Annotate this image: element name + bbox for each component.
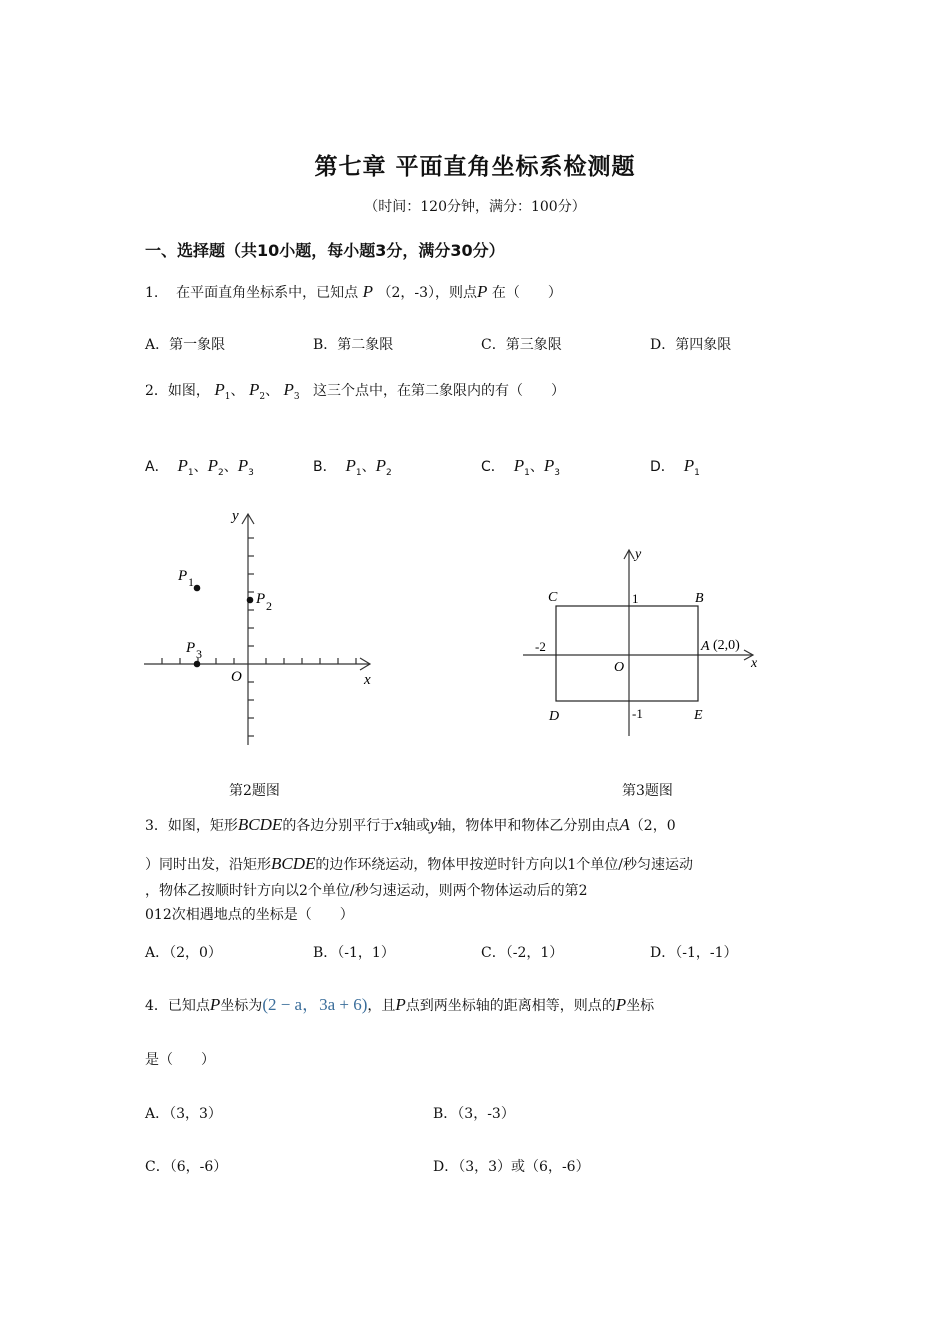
option-c[interactable]: C．（6，-6） xyxy=(145,1159,228,1175)
question-1: 1. 在平面直角坐标系中，已知点 P （2，-3），则点P 在（ ） xyxy=(145,282,562,301)
question-4: 4．已知点P坐标为(2 − a，3a + 6)，且P点到两坐标轴的距离相等，则点的P坐标 xyxy=(145,995,655,1014)
option-a[interactable]: A．（2，0） xyxy=(145,945,222,961)
option-b[interactable]: B．（3，-3） xyxy=(433,1106,515,1122)
exam-info: （时间：120分钟，满分：100分） xyxy=(364,199,586,215)
x-axis-label: x xyxy=(364,672,371,688)
origin-label: O xyxy=(614,660,625,675)
option-c[interactable]: C．第三象限 xyxy=(481,337,562,353)
rectangle-bcde xyxy=(556,606,698,701)
vertex-d: D xyxy=(549,709,560,724)
option-b[interactable]: B．第二象限 xyxy=(313,337,394,353)
question-3-line-4: 012次相遇地点的坐标是（ ） xyxy=(145,907,354,923)
y-axis-label: y xyxy=(232,508,239,524)
point-a-coordinates: (2,0) xyxy=(713,638,740,653)
p1-label: P xyxy=(178,568,188,584)
coordinate-expression: (2 − a，3a + 6) xyxy=(262,995,368,1014)
page-title: 第七章 平面直角坐标系检测题 xyxy=(314,154,636,180)
option-a[interactable]: A．第一象限 xyxy=(145,337,226,353)
point-p3 xyxy=(194,661,201,668)
question-4-line-2: 是（ ） xyxy=(145,1052,215,1068)
tick-neg-2: -2 xyxy=(535,639,546,654)
vertex-c: C xyxy=(548,590,558,605)
question-3-line-2: ）同时出发，沿矩形BCDE的边作环绕运动，物体甲按逆时针方向以1个单位/秒匀速运动 xyxy=(145,854,694,873)
p1-subscript: 1 xyxy=(188,575,194,589)
option-c[interactable]: C． $P_1$、$P_3$ xyxy=(481,456,560,478)
option-c[interactable]: C．（-2，1） xyxy=(481,945,564,961)
option-d[interactable]: D．（-1，-1） xyxy=(650,945,738,961)
option-b[interactable]: B．（-1，1） xyxy=(313,945,395,961)
vertex-b: B xyxy=(695,591,704,606)
figure-2-coordinate-plane xyxy=(140,500,400,755)
section-heading: 一、选择题（共10小题，每小题3分，满分30分） xyxy=(145,241,505,260)
point-p2 xyxy=(247,597,254,604)
point-p: P xyxy=(477,282,488,301)
p3-label: P xyxy=(186,640,196,656)
figure-2-caption: 第2题图 xyxy=(229,783,280,799)
p3-subscript: 3 xyxy=(196,647,202,661)
p2-label: P xyxy=(256,591,266,607)
point-p: P xyxy=(362,282,374,301)
option-d[interactable]: D．第四象限 xyxy=(650,337,732,353)
option-a[interactable]: A． $P_1$、$P_2$、$P_3$ xyxy=(145,456,254,478)
figure-3-rectangle-diagram xyxy=(515,540,775,740)
tick-neg-1: -1 xyxy=(632,706,643,721)
vertex-e: E xyxy=(694,708,703,723)
question-3-line-3: ，物体乙按顺时针方向以2个单位/秒匀速运动，则两个物体运动后的第2 xyxy=(145,883,588,899)
option-a[interactable]: A．（3，3） xyxy=(145,1106,222,1122)
point-a: A xyxy=(701,639,710,654)
point-p1 xyxy=(194,585,201,592)
x-axis-label: x xyxy=(751,656,758,671)
question-number: 1. xyxy=(145,285,159,301)
option-b[interactable]: B． $P_1$、$P_2$ xyxy=(313,456,392,478)
option-d[interactable]: D．（3，3）或（6，-6） xyxy=(433,1159,590,1175)
option-d[interactable]: D． $P_1$ xyxy=(650,456,700,478)
p2-subscript: 2 xyxy=(266,599,272,613)
y-axis-label: y xyxy=(635,547,642,562)
figure-3-caption: 第3题图 xyxy=(622,783,673,799)
question-2: 2．如图， $P_1$、 $P_2$、 $P_3$ 这三个点中，在第二象限内的有（ ） xyxy=(145,380,566,402)
question-3: 3．如图，矩形BCDE的各边分别平行于x轴或y轴，物体甲和物体乙分别由点A（2，0 xyxy=(145,815,676,834)
origin-label: O xyxy=(231,669,242,685)
tick-1: 1 xyxy=(632,591,639,606)
